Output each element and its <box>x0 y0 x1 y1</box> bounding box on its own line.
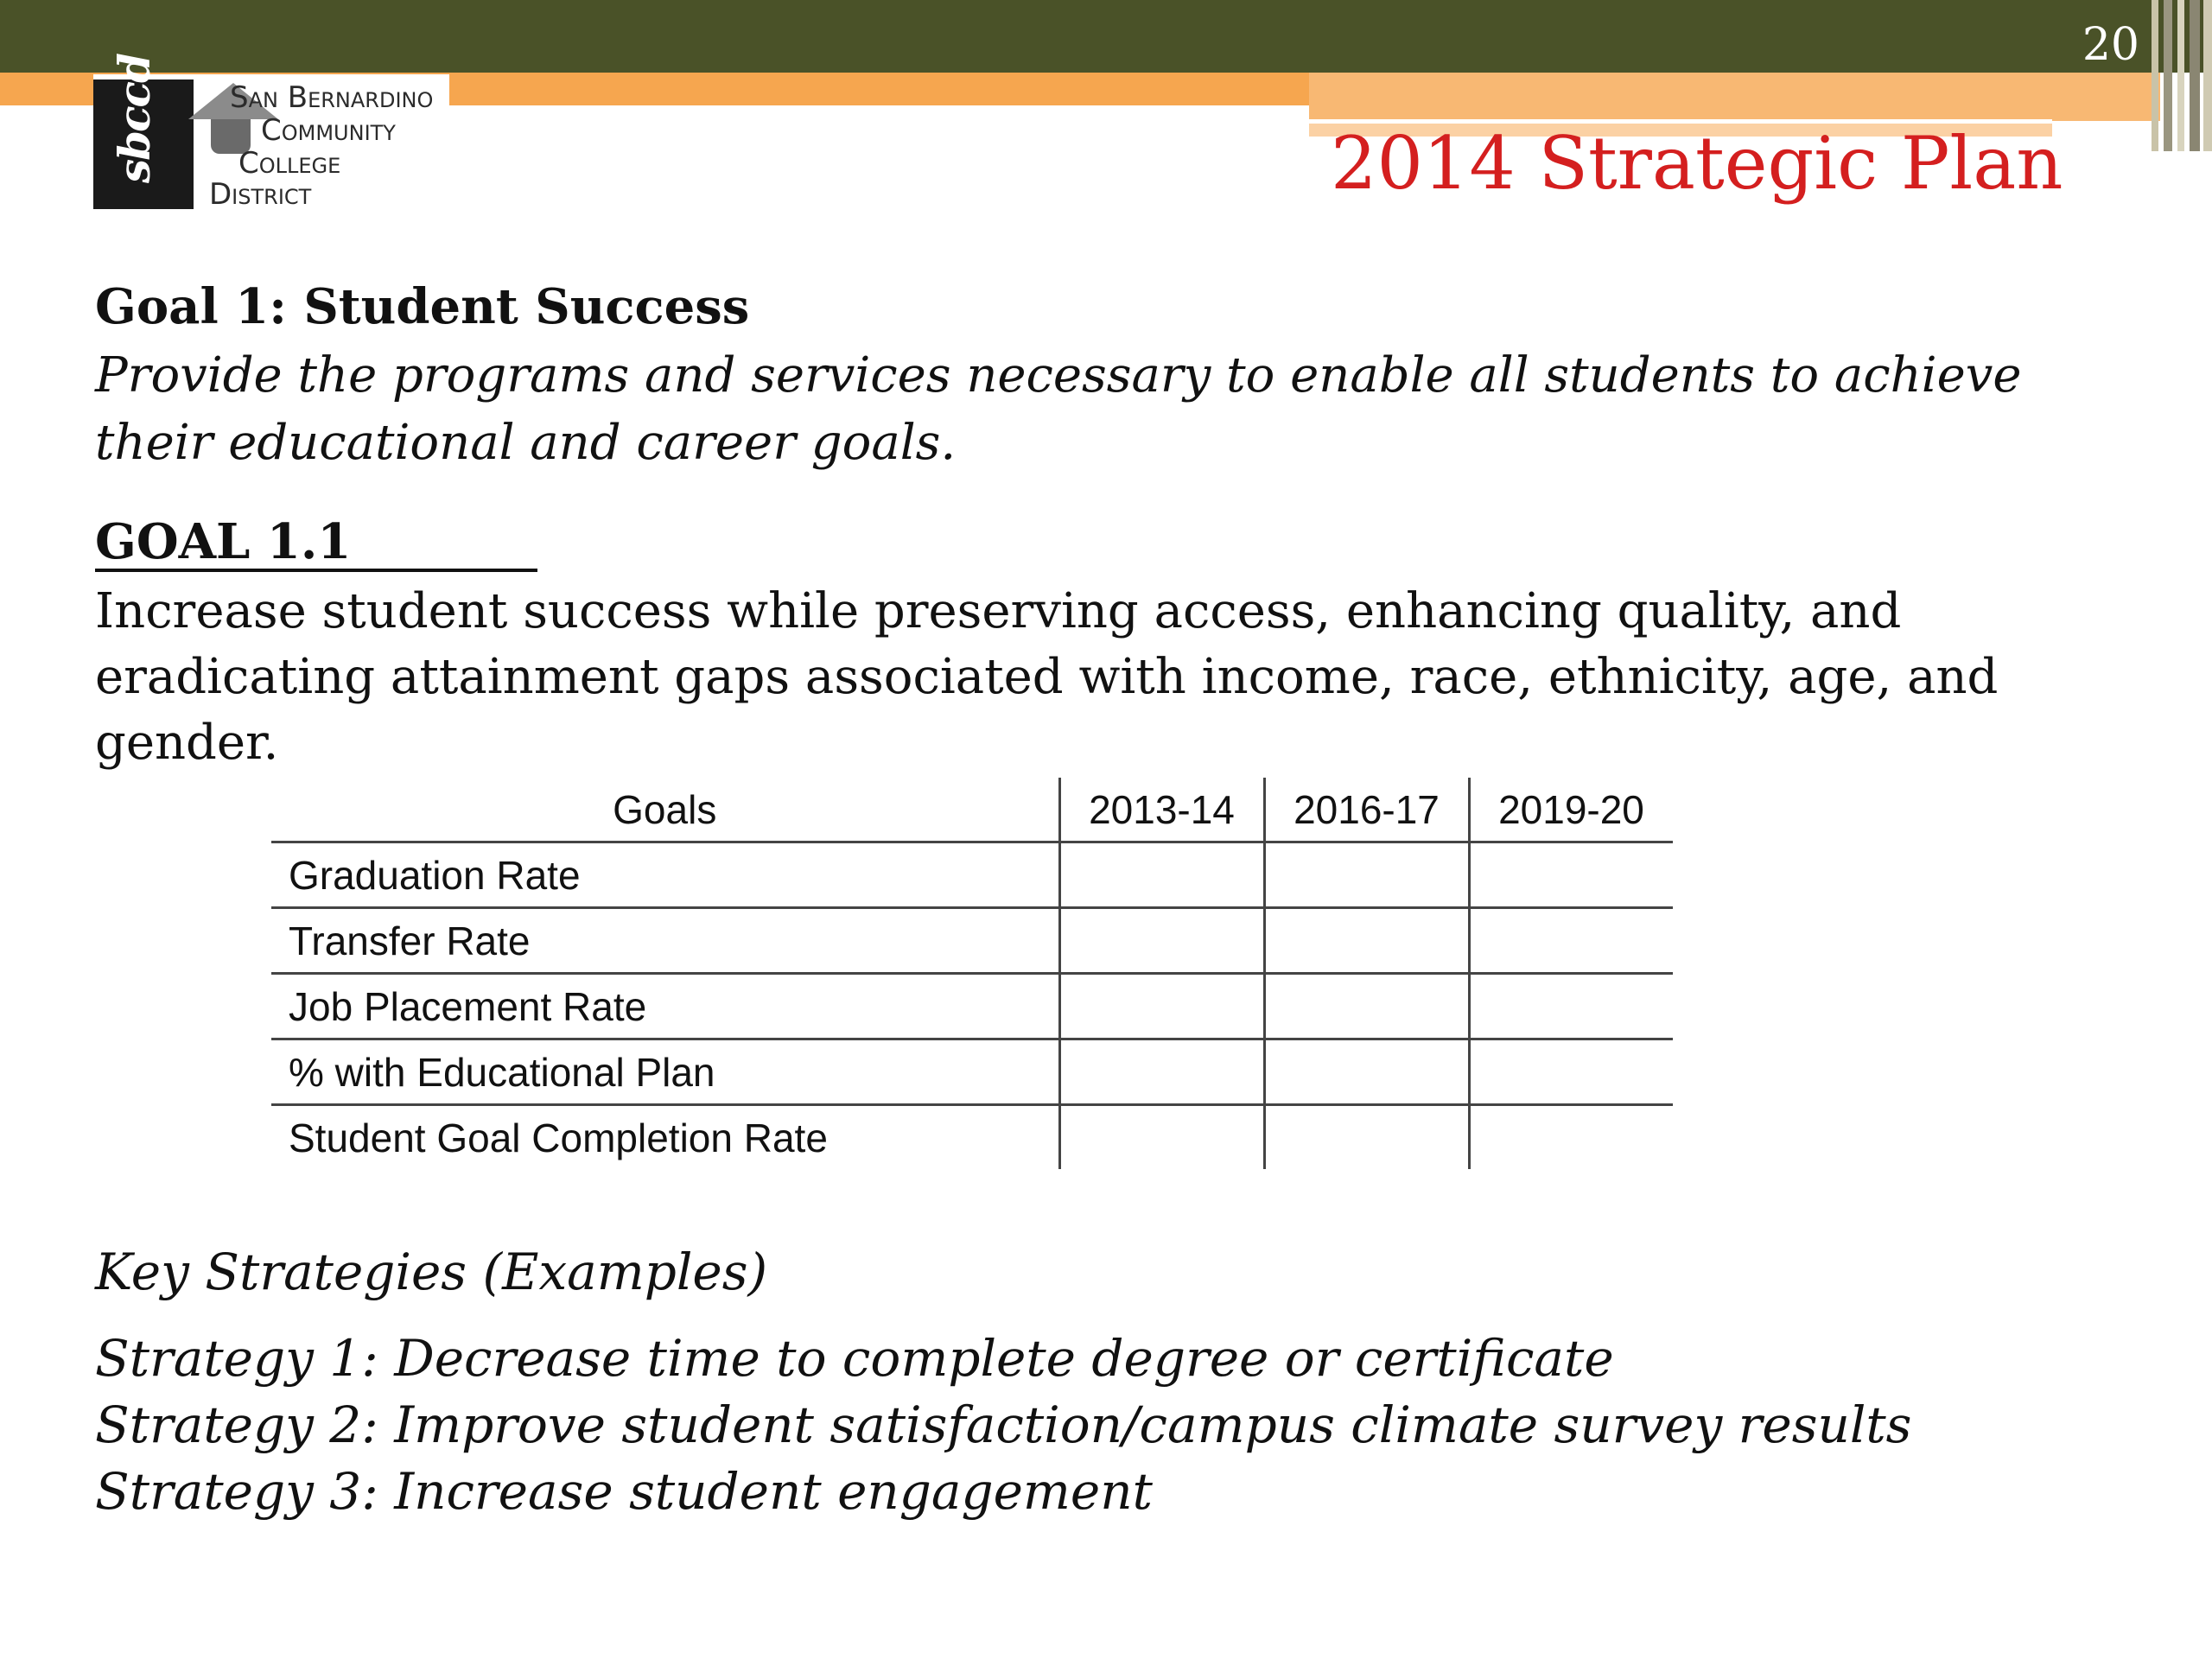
logo-mark <box>93 54 194 209</box>
table-cell <box>1264 842 1469 908</box>
logo-text-line: San Bernardino <box>230 80 434 115</box>
logo-text-line: College <box>238 146 341 181</box>
table-header-row <box>271 778 1673 842</box>
strategy-item: Strategy 3: Increase student engagement <box>95 1462 1153 1521</box>
district-logo <box>93 54 449 212</box>
table-cell <box>1469 1105 1673 1170</box>
table-row <box>271 842 1673 908</box>
table-cell <box>1264 1039 1469 1105</box>
logo-text-line: District <box>209 177 312 212</box>
row-label: % with Educational Plan <box>271 1039 1059 1105</box>
column-header-goals: Goals <box>271 778 1059 842</box>
table-cell <box>1469 842 1673 908</box>
goal-description: Provide the programs and services necessary to enable all students to achieve their educational and career goals. <box>95 347 2022 471</box>
table-cell <box>1059 974 1264 1039</box>
column-header-year: 2019-20 <box>1469 778 1673 842</box>
strategy-item: Strategy 1: Decrease time to complete degree or certificate <box>95 1329 1614 1388</box>
column-header-year: 2013-14 <box>1059 778 1264 842</box>
table-cell <box>1469 908 1673 974</box>
orange-accent-band-right <box>1309 73 2160 121</box>
row-label: Graduation Rate <box>271 842 1059 908</box>
decorative-side-stripes <box>2152 0 2212 151</box>
top-banner-band <box>0 0 2212 73</box>
goals-table <box>271 778 1673 1169</box>
row-label: Job Placement Rate <box>271 974 1059 1039</box>
goal-heading: Goal 1: Student Success <box>95 278 750 335</box>
slide-title: 2014 Strategic Plan <box>1331 121 2063 206</box>
table-cell <box>1264 908 1469 974</box>
subgoal-heading: GOAL 1.1 <box>95 515 537 572</box>
table-row <box>271 908 1673 974</box>
table-row <box>271 974 1673 1039</box>
table-cell <box>1264 1105 1469 1170</box>
table-cell <box>1059 1105 1264 1170</box>
column-header-year: 2016-17 <box>1264 778 1469 842</box>
table-row <box>271 1039 1673 1105</box>
table-cell <box>1469 1039 1673 1105</box>
table-cell <box>1059 1039 1264 1105</box>
logo-mark-text: sbccd <box>109 54 160 183</box>
strategy-list <box>95 1325 1911 1525</box>
table-cell <box>1059 908 1264 974</box>
row-label: Transfer Rate <box>271 908 1059 974</box>
table-cell <box>1469 974 1673 1039</box>
logo-text-line: Community <box>261 113 396 148</box>
table-row <box>271 1105 1673 1170</box>
slide-number: 20 <box>2082 19 2139 71</box>
table-cell <box>1059 842 1264 908</box>
row-label: Student Goal Completion Rate <box>289 1115 828 1160</box>
strategy-item: Strategy 2: Improve student satisfaction/campus climate survey results <box>95 1395 1912 1454</box>
subgoal-description: Increase student success while preserving access, enhancing quality, and eradicating attainment gaps associated with income, race, ethnicity, age, and gender. <box>95 583 1999 771</box>
table-cell <box>1264 974 1469 1039</box>
strategies-heading: Key Strategies (Examples) <box>95 1243 768 1301</box>
